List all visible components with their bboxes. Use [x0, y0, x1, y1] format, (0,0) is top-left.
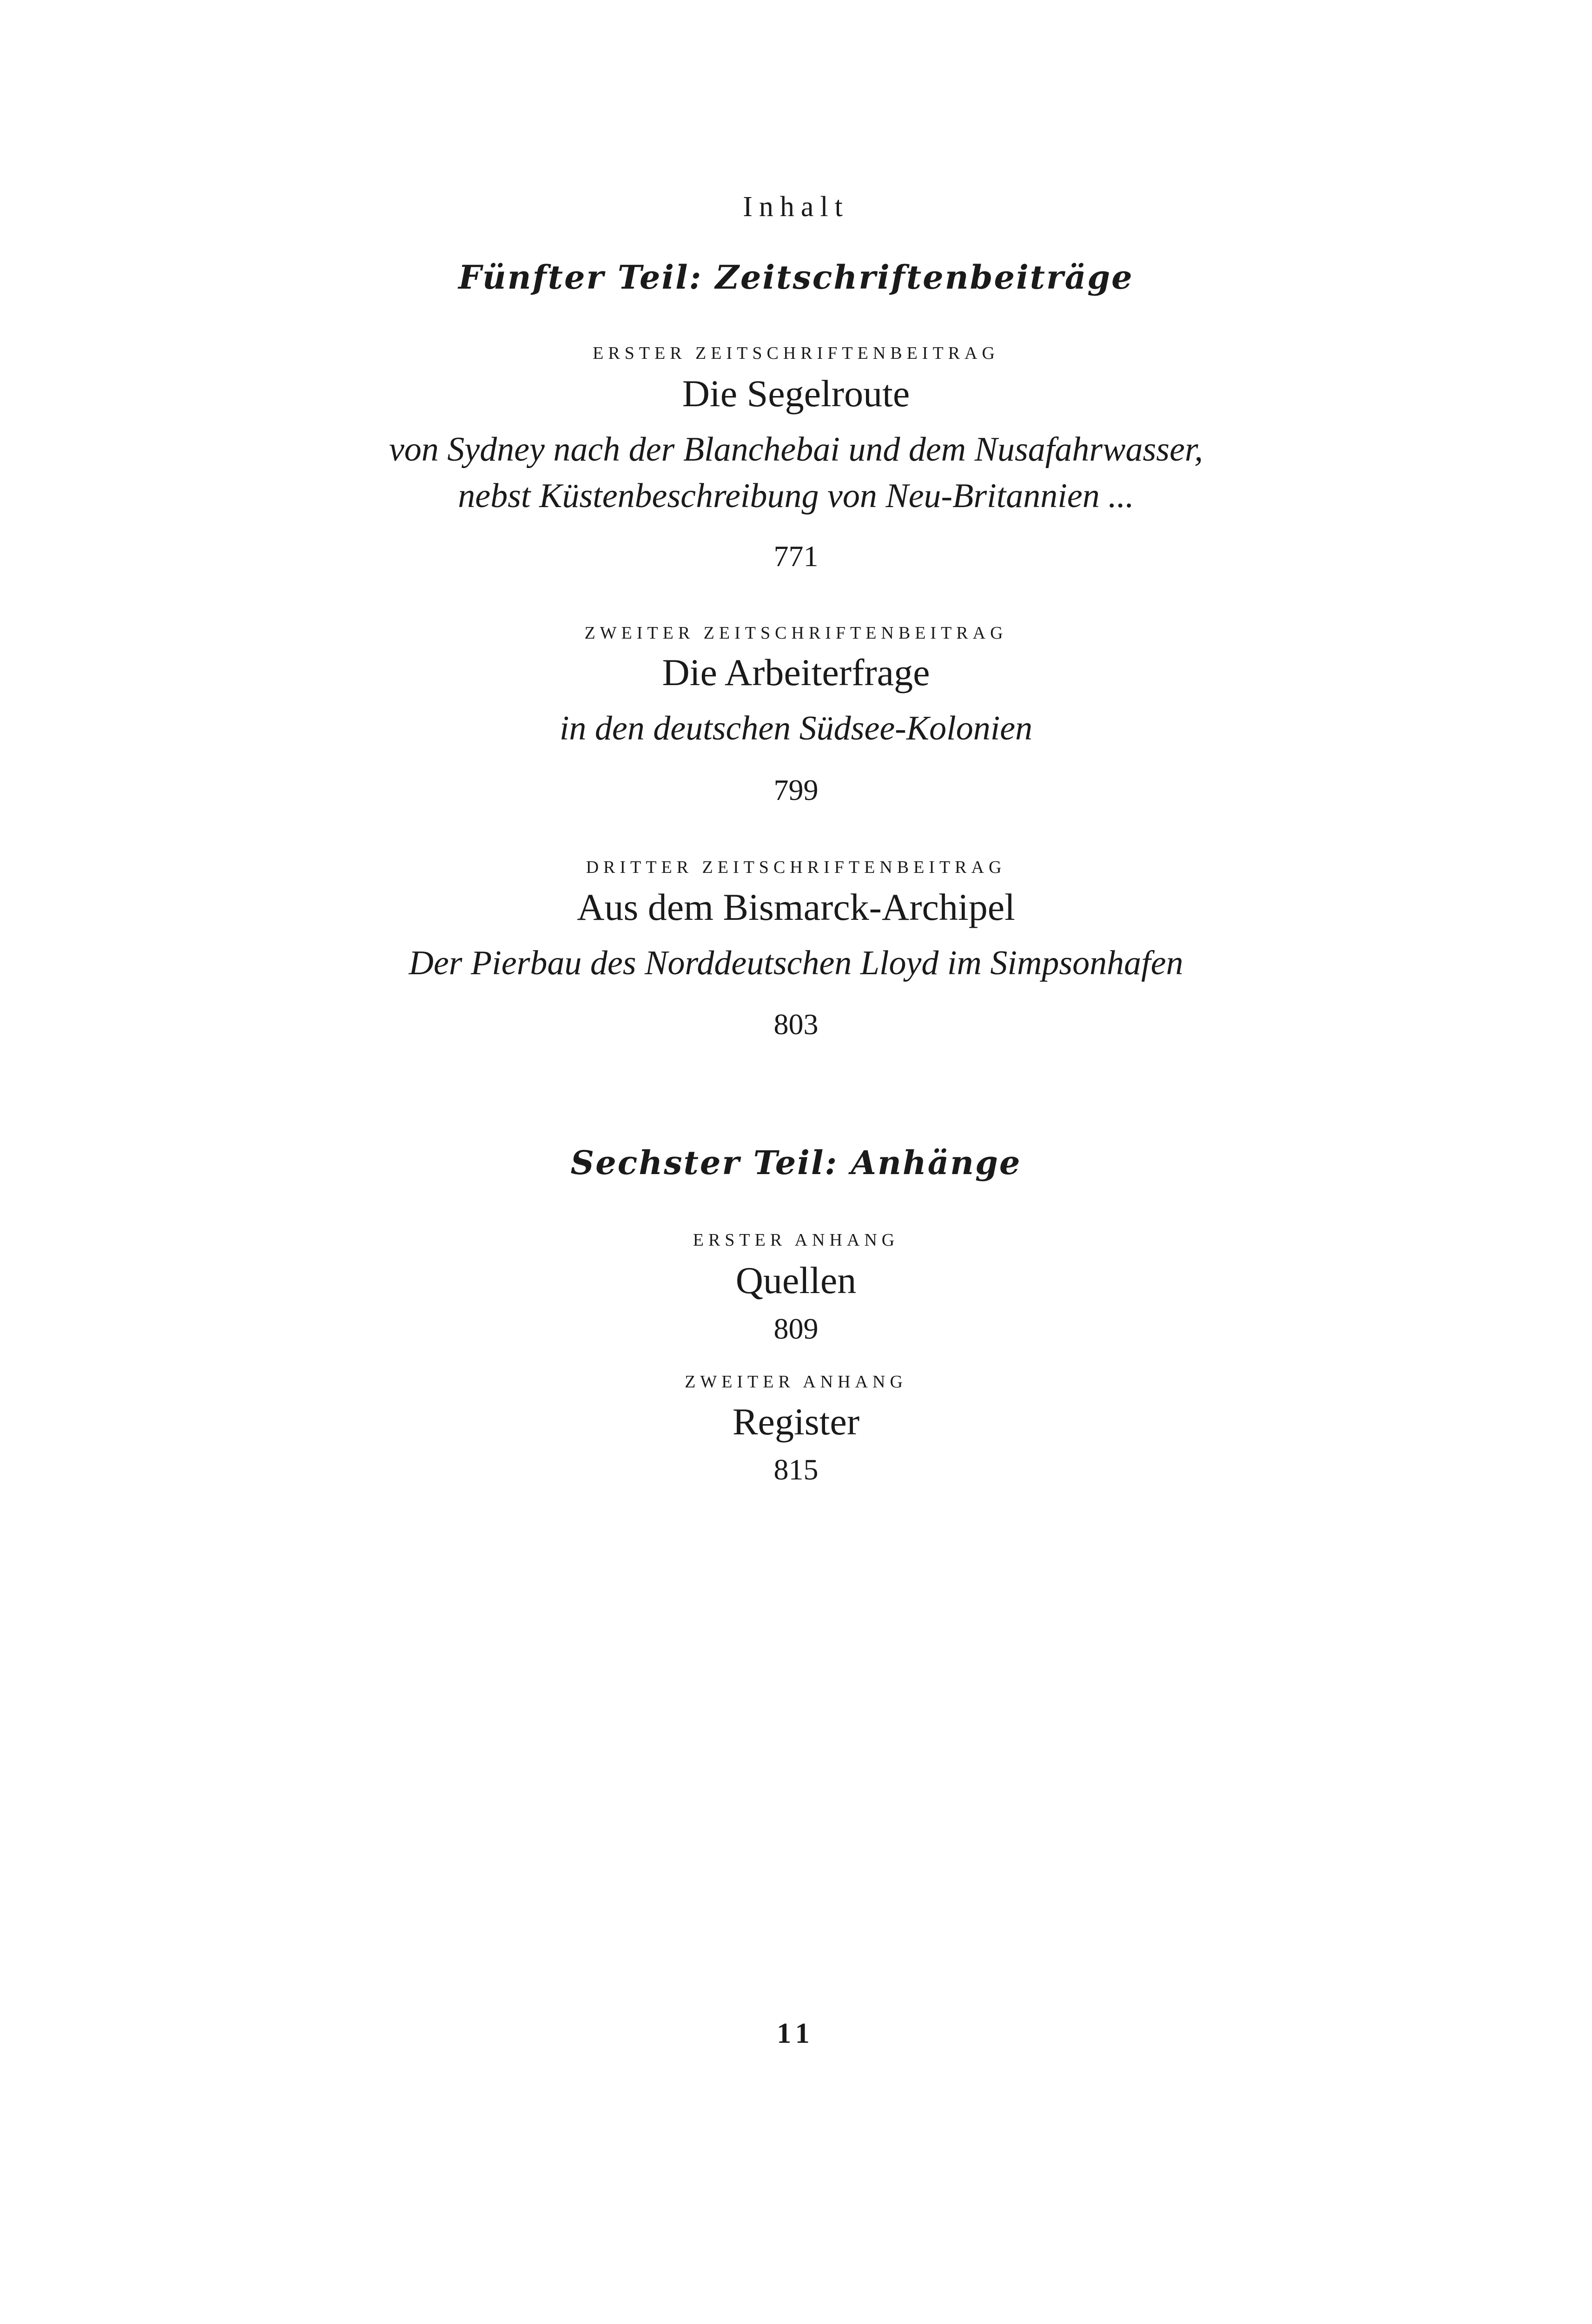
entry-title: Register: [732, 1400, 860, 1443]
running-head: Inhalt: [743, 191, 849, 223]
entry-subtitle: von Sydney nach der Blanchebai und dem Nusafahrwasser,: [389, 430, 1203, 469]
entry-title: Die Segelroute: [682, 372, 910, 415]
page-number: 799: [773, 773, 819, 806]
page-number: 803: [773, 1008, 819, 1041]
section-label: DRITTER ZEITSCHRIFTENBEITRAG: [586, 858, 1006, 877]
section-label: ERSTER ANHANG: [693, 1230, 899, 1250]
folio-page-number: 11: [777, 2018, 815, 2049]
section-label: ERSTER ZEITSCHRIFTENBEITRAG: [593, 343, 999, 363]
part-title: Sechster Teil: Anhänge: [570, 1143, 1022, 1182]
entry-subtitle: in den deutschen Südsee-Kolonien: [559, 709, 1033, 747]
entry-title: Aus dem Bismarck-Archipel: [577, 886, 1015, 928]
section-label: ZWEITER ZEITSCHRIFTENBEITRAG: [584, 623, 1008, 643]
entry-title: Die Arbeiterfrage: [662, 651, 930, 693]
page-number: 771: [773, 540, 819, 573]
entry-subtitle: nebst Küstenbeschreibung von Neu-Britannien ...: [458, 477, 1134, 515]
page-number: 815: [773, 1453, 819, 1486]
entry-title: Quellen: [735, 1259, 857, 1301]
entry-subtitle: Der Pierbau des Norddeutschen Lloyd im Simpsonhafen: [409, 944, 1183, 982]
page-number: 809: [773, 1312, 819, 1345]
part-title: Fünfter Teil: Zeitschriftenbeiträge: [458, 258, 1134, 297]
section-label: ZWEITER ANHANG: [685, 1372, 907, 1392]
